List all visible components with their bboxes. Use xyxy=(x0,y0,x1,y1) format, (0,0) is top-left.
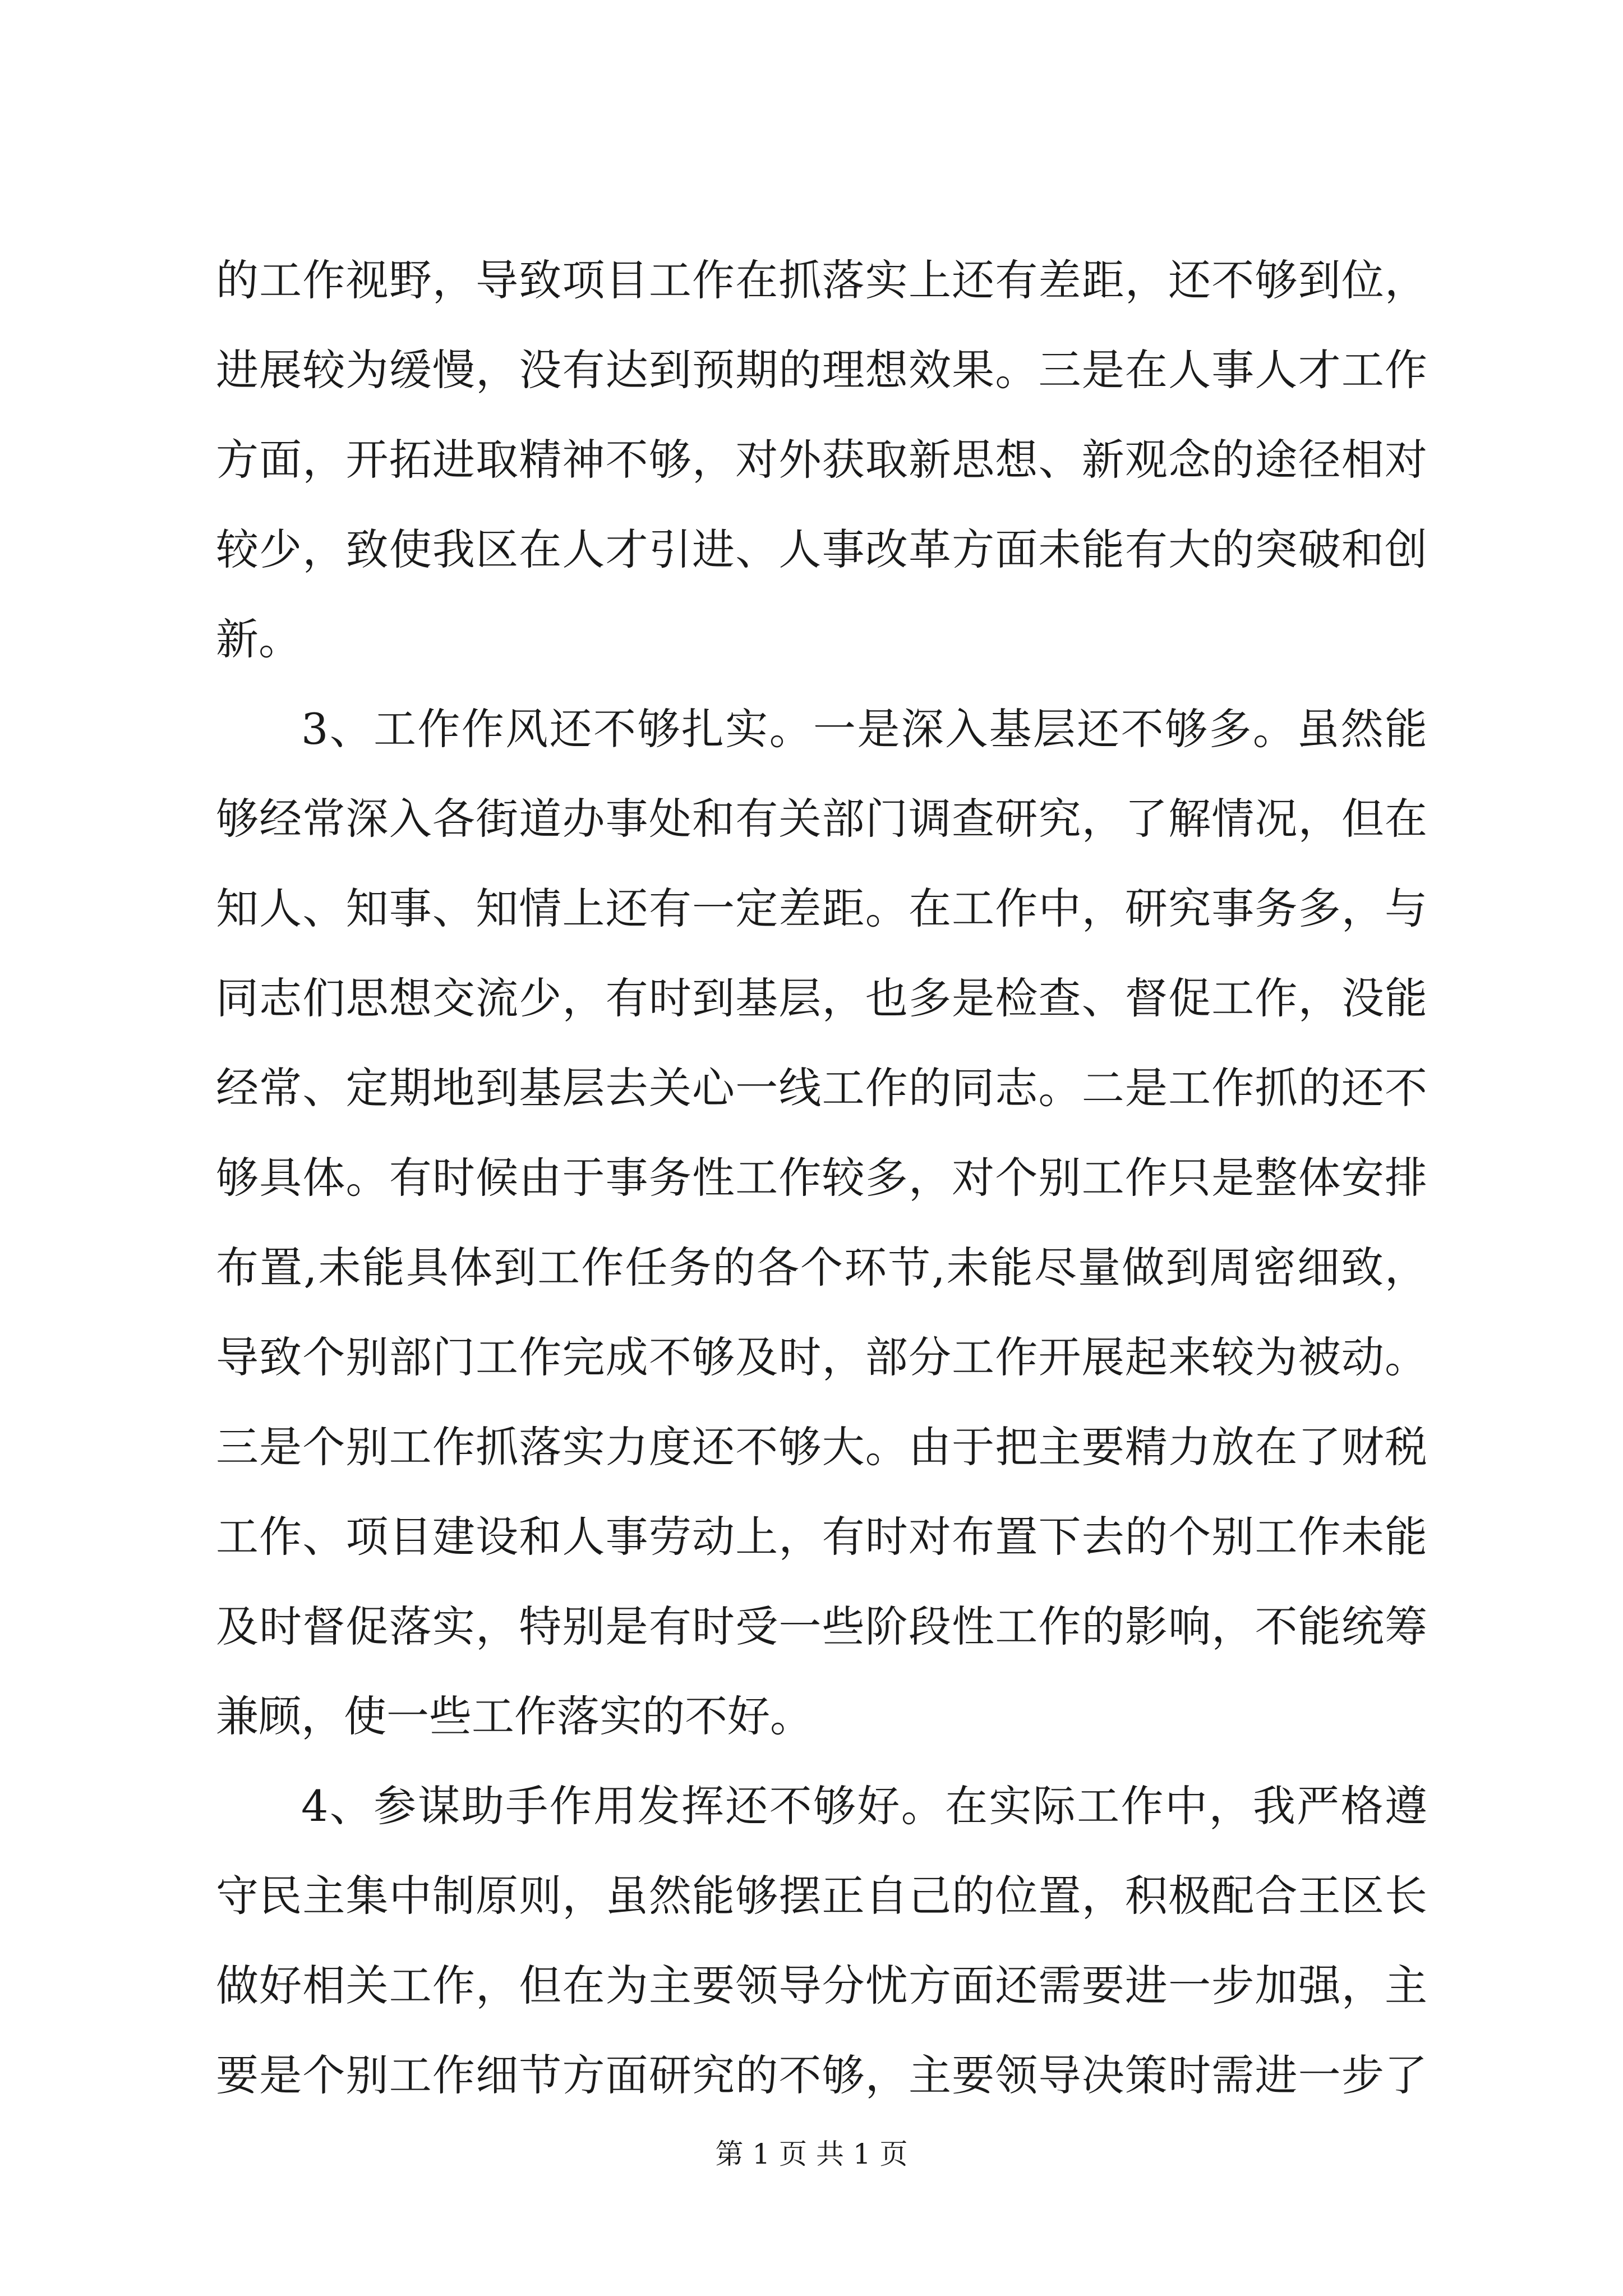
paragraph-start-line: 4、参谋助手作用发挥还不够好。在实际工作中，我严格遵 xyxy=(301,1781,1427,1831)
text-line: 经常、定期地到基层去关心一线工作的同志。二是工作抓的还不 xyxy=(216,1063,1427,1113)
text-line: 新。 xyxy=(216,614,301,664)
paragraph-start-line: 3、工作作风还不够扎实。一是深入基层还不够多。虽然能 xyxy=(301,704,1427,754)
text-line: 要是个别工作细节方面研究的不够，主要领导决策时需进一步了 xyxy=(216,2050,1427,2100)
text-line: 较少，致使我区在人才引进、人事改革方面未能有大的突破和创 xyxy=(216,524,1427,574)
text-line: 守民主集中制原则，虽然能够摆正自己的位置，积极配合王区长 xyxy=(216,1871,1427,1921)
text-line: 够具体。有时候由于事务性工作较多，对个别工作只是整体安排 xyxy=(216,1153,1427,1203)
text-line: 工作、项目建设和人事劳动上，有时对布置下去的个别工作未能 xyxy=(216,1512,1427,1562)
text-line: 进展较为缓慢，没有达到预期的理想效果。三是在人事人才工作 xyxy=(216,345,1427,395)
page-number-footer: 第 1 页 共 1 页 xyxy=(715,2138,908,2170)
text-line: 布置,未能具体到工作任务的各个环节,未能尽量做到周密细致， xyxy=(216,1243,1427,1292)
text-line: 方面，开拓进取精神不够，对外获取新思想、新观念的途径相对 xyxy=(216,435,1427,485)
text-line: 三是个别工作抓落实力度还不够大。由于把主要精力放在了财税 xyxy=(216,1422,1427,1472)
text-line: 够经常深入各街道办事处和有关部门调查研究，了解情况，但在 xyxy=(216,794,1427,844)
text-line: 做好相关工作，但在为主要领导分忧方面还需要进一步加强，主 xyxy=(216,1961,1427,2010)
text-line: 及时督促落实，特别是有时受一些阶段性工作的影响，不能统筹 xyxy=(216,1602,1427,1651)
text-line: 同志们思想交流少，有时到基层，也多是检查、督促工作，没能 xyxy=(216,973,1427,1023)
text-line: 的工作视野，导致项目工作在抓落实上还有差距，还不够到位， xyxy=(216,255,1427,305)
text-line: 知人、知事、知情上还有一定差距。在工作中，研究事务多，与 xyxy=(216,884,1427,933)
text-line: 兼顾，使一些工作落实的不好。 xyxy=(216,1691,813,1741)
text-line: 导致个别部门工作完成不够及时，部分工作开展起来较为被动。 xyxy=(216,1332,1427,1382)
